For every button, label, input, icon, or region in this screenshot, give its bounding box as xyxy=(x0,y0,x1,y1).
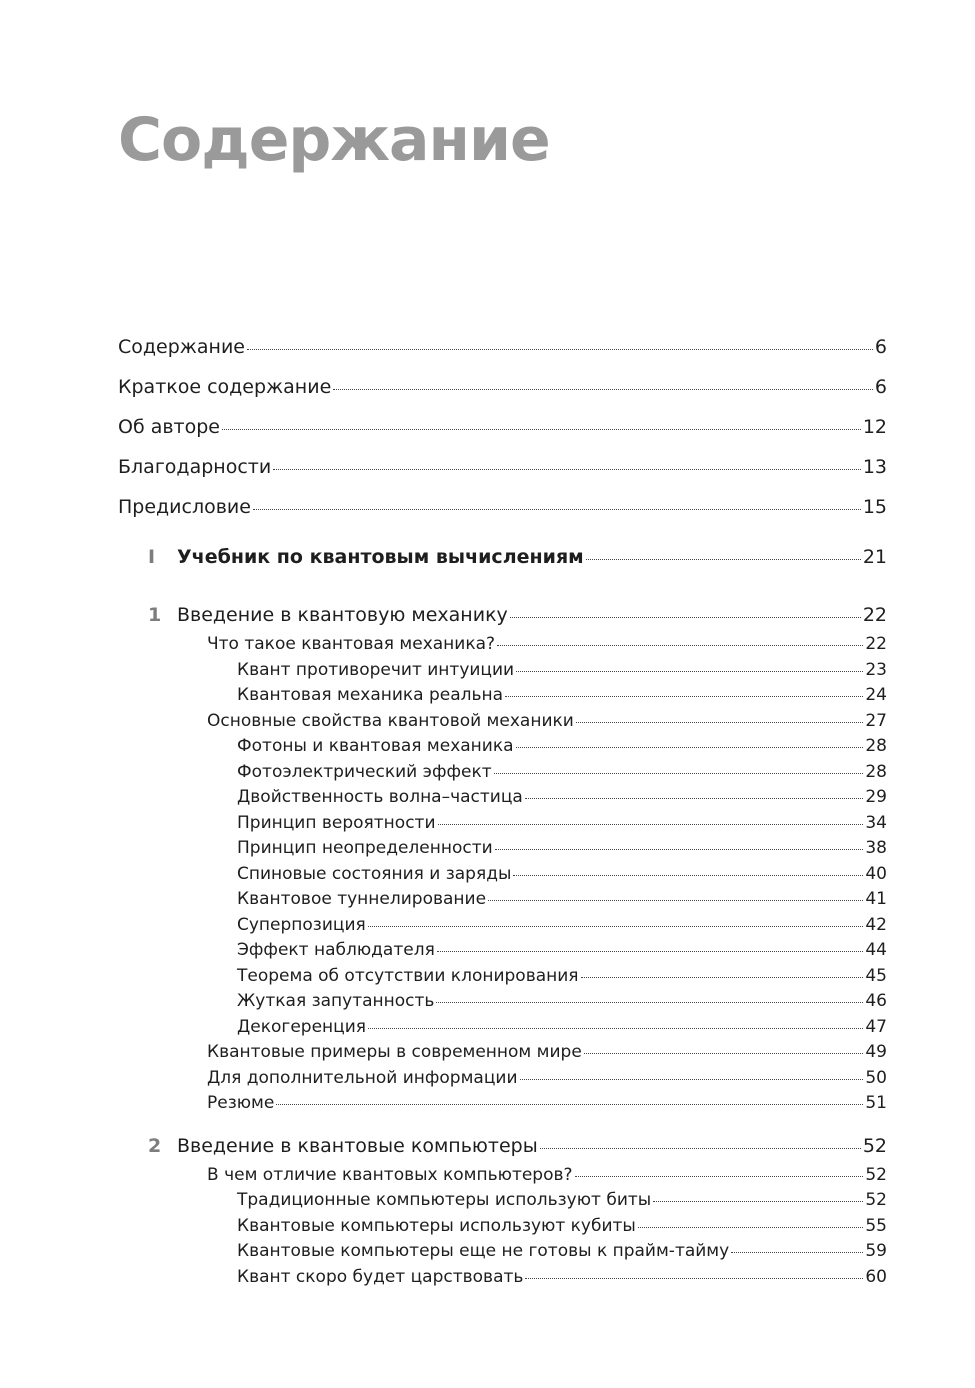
toc-page-number: 44 xyxy=(865,940,887,960)
toc-page-number: 21 xyxy=(862,546,887,568)
dot-leader xyxy=(222,429,861,430)
dot-leader xyxy=(584,1053,864,1054)
toc-entry-label: Благодарности xyxy=(118,456,272,478)
dot-leader xyxy=(513,875,863,876)
dot-leader xyxy=(494,773,864,774)
dot-leader xyxy=(253,509,861,510)
dot-leader xyxy=(516,747,864,748)
toc-entry-label: Традиционные компьютеры используют биты xyxy=(237,1190,652,1210)
chapter-number: 1 xyxy=(148,604,162,626)
toc-page-number: 27 xyxy=(865,710,887,731)
page-title: Содержание xyxy=(118,105,550,175)
toc-page-number: 28 xyxy=(865,761,887,782)
toc-entry-subsection[interactable] xyxy=(118,1240,887,1266)
toc-entry-acknowledgements[interactable] xyxy=(118,454,887,494)
toc-entry-label: Краткое содержание xyxy=(118,376,332,398)
toc-entry-subsection[interactable] xyxy=(118,735,887,761)
toc-entry-label: Что такое квантовая механика? xyxy=(207,634,496,654)
dot-leader xyxy=(516,671,863,672)
toc-entry-subsection[interactable] xyxy=(118,1266,887,1292)
toc-page-number: 13 xyxy=(862,456,887,478)
dot-leader xyxy=(497,645,863,646)
toc-entry-label: Предисловие xyxy=(118,496,251,518)
toc-entry-section[interactable] xyxy=(118,1041,887,1067)
toc-entry-chapter[interactable] xyxy=(118,593,887,633)
toc-entry-section[interactable] xyxy=(118,1164,887,1190)
toc-entry-label: Квантовая механика реальна xyxy=(237,685,504,705)
dot-leader xyxy=(368,1028,863,1029)
part-title: Учебник по квантовым вычислениям xyxy=(177,546,584,568)
dot-leader xyxy=(436,1002,863,1003)
toc-page-number: 23 xyxy=(865,659,887,680)
toc-entry-label: Резюме xyxy=(207,1093,275,1113)
dot-leader xyxy=(520,1079,864,1080)
chapter-title: Введение в квантовые компьютеры xyxy=(177,1134,538,1157)
toc-entry-chapter[interactable] xyxy=(118,1124,887,1164)
toc-page-number: 47 xyxy=(865,1016,887,1037)
dot-leader xyxy=(540,1148,861,1149)
toc-page-number: 46 xyxy=(865,991,887,1011)
toc-entry-label: Двойственность волна–частица xyxy=(237,787,523,807)
dot-leader xyxy=(581,977,864,978)
toc-page-number: 45 xyxy=(865,965,887,986)
toc-entry-subsection[interactable] xyxy=(118,1215,887,1241)
toc-entry-label: Квантовое туннелирование xyxy=(237,889,487,909)
toc-page-number: 55 xyxy=(865,1215,887,1236)
toc-entry-label: В чем отличие квантовых компьютеров? xyxy=(207,1164,573,1185)
table-of-contents xyxy=(118,334,887,1291)
toc-entry-label: Фотоны и квантовая механика xyxy=(237,736,514,756)
toc-entry-subsection[interactable] xyxy=(118,761,887,787)
dot-leader xyxy=(653,1201,863,1202)
toc-entry-subsection[interactable] xyxy=(118,1189,887,1215)
toc-entry-part[interactable] xyxy=(118,537,887,593)
toc-page-number: 24 xyxy=(865,685,887,705)
toc-page-number: 34 xyxy=(865,812,887,833)
toc-entry-label: Спиновые состояния и заряды xyxy=(237,863,512,884)
toc-entry-section[interactable] xyxy=(118,710,887,736)
dot-leader xyxy=(731,1252,863,1253)
toc-entry-label: Эффект наблюдателя xyxy=(237,940,435,960)
toc-entry-subsection[interactable] xyxy=(118,786,887,812)
toc-page-number: 52 xyxy=(865,1190,887,1210)
toc-entry-label: Основные свойства квантовой механики xyxy=(207,710,574,731)
toc-page-number: 15 xyxy=(862,496,887,518)
toc-entry-subsection[interactable] xyxy=(118,659,887,685)
toc-page-number: 22 xyxy=(865,634,887,654)
dot-leader xyxy=(586,559,861,560)
dot-leader xyxy=(276,1104,863,1105)
toc-entry-summary[interactable] xyxy=(118,374,887,414)
toc-page-number: 49 xyxy=(865,1042,887,1062)
toc-entry-label: Принцип неопределенности xyxy=(237,838,493,858)
dot-leader xyxy=(576,722,864,723)
toc-entry-subsection[interactable] xyxy=(118,914,887,940)
dot-leader xyxy=(525,798,864,799)
toc-entry-subsection[interactable] xyxy=(118,684,887,710)
toc-entry-label: Фотоэлектрический эффект xyxy=(237,761,492,782)
toc-page-number: 6 xyxy=(874,336,887,358)
toc-page-number: 40 xyxy=(865,863,887,884)
toc-page-number: 22 xyxy=(862,604,887,626)
toc-entry-label: Об авторе xyxy=(118,416,220,438)
dot-leader xyxy=(333,389,873,390)
toc-entry-label: Квантовые компьютеры используют кубиты xyxy=(237,1215,636,1236)
toc-entry-subsection[interactable] xyxy=(118,863,887,889)
toc-entry-label: Квант скоро будет царствовать xyxy=(237,1266,524,1287)
toc-entry-label: Квантовые примеры в современном мире xyxy=(207,1042,582,1062)
toc-entry-section[interactable] xyxy=(118,1092,887,1118)
dot-leader xyxy=(510,617,861,618)
toc-page-number: 52 xyxy=(865,1164,887,1185)
toc-page-number: 6 xyxy=(874,376,887,398)
toc-page-number: 60 xyxy=(865,1266,887,1287)
toc-entry-label: Для дополнительной информации xyxy=(207,1067,518,1088)
dot-leader xyxy=(525,1278,863,1279)
toc-entry-section[interactable] xyxy=(118,1067,887,1093)
toc-page-number: 59 xyxy=(865,1241,887,1261)
toc-page-number: 38 xyxy=(865,838,887,858)
toc-entry-subsection[interactable] xyxy=(118,837,887,863)
toc-entry-label: Принцип вероятности xyxy=(237,812,436,833)
toc-entry-contents[interactable] xyxy=(118,334,887,374)
dot-leader xyxy=(273,469,861,470)
toc-entry-label: Квантовые компьютеры еще не готовы к прайм-тайму xyxy=(237,1241,730,1261)
dot-leader xyxy=(438,824,864,825)
toc-entry-subsection[interactable] xyxy=(118,939,887,965)
chapter-number: 2 xyxy=(148,1134,162,1157)
toc-entry-subsection[interactable] xyxy=(118,888,887,914)
toc-entry-preface[interactable] xyxy=(118,494,887,534)
toc-entry-label: Декогеренция xyxy=(237,1016,367,1037)
toc-entry-section[interactable] xyxy=(118,633,887,659)
toc-entry-subsection[interactable] xyxy=(118,965,887,991)
dot-leader xyxy=(488,900,863,901)
toc-entry-label: Содержание xyxy=(118,336,245,358)
part-number: I xyxy=(148,546,156,568)
toc-entry-subsection[interactable] xyxy=(118,1016,887,1042)
toc-entry-label: Теорема об отсутствии клонирования xyxy=(237,965,579,986)
toc-page-number: 41 xyxy=(865,889,887,909)
toc-page-number: 28 xyxy=(865,736,887,756)
dot-leader xyxy=(495,849,864,850)
toc-page-number: 42 xyxy=(865,914,887,935)
toc-page-number: 50 xyxy=(865,1067,887,1088)
dot-leader xyxy=(575,1176,864,1177)
toc-entry-label: Суперпозиция xyxy=(237,914,366,935)
toc-page-number: 12 xyxy=(862,416,887,438)
toc-entry-subsection[interactable] xyxy=(118,812,887,838)
dot-leader xyxy=(368,926,864,927)
toc-page-number: 52 xyxy=(862,1134,887,1157)
chapter-title: Введение в квантовую механику xyxy=(177,604,508,626)
toc-entry-label: Квант противоречит интуиции xyxy=(237,659,515,680)
toc-page-number: 29 xyxy=(865,787,887,807)
toc-entry-subsection[interactable] xyxy=(118,990,887,1016)
toc-page-number: 51 xyxy=(865,1093,887,1113)
dot-leader xyxy=(437,951,864,952)
dot-leader xyxy=(247,349,873,350)
toc-entry-about-author[interactable] xyxy=(118,414,887,454)
dot-leader xyxy=(505,696,863,697)
dot-leader xyxy=(638,1227,864,1228)
toc-entry-label: Жуткая запутанность xyxy=(237,991,435,1011)
